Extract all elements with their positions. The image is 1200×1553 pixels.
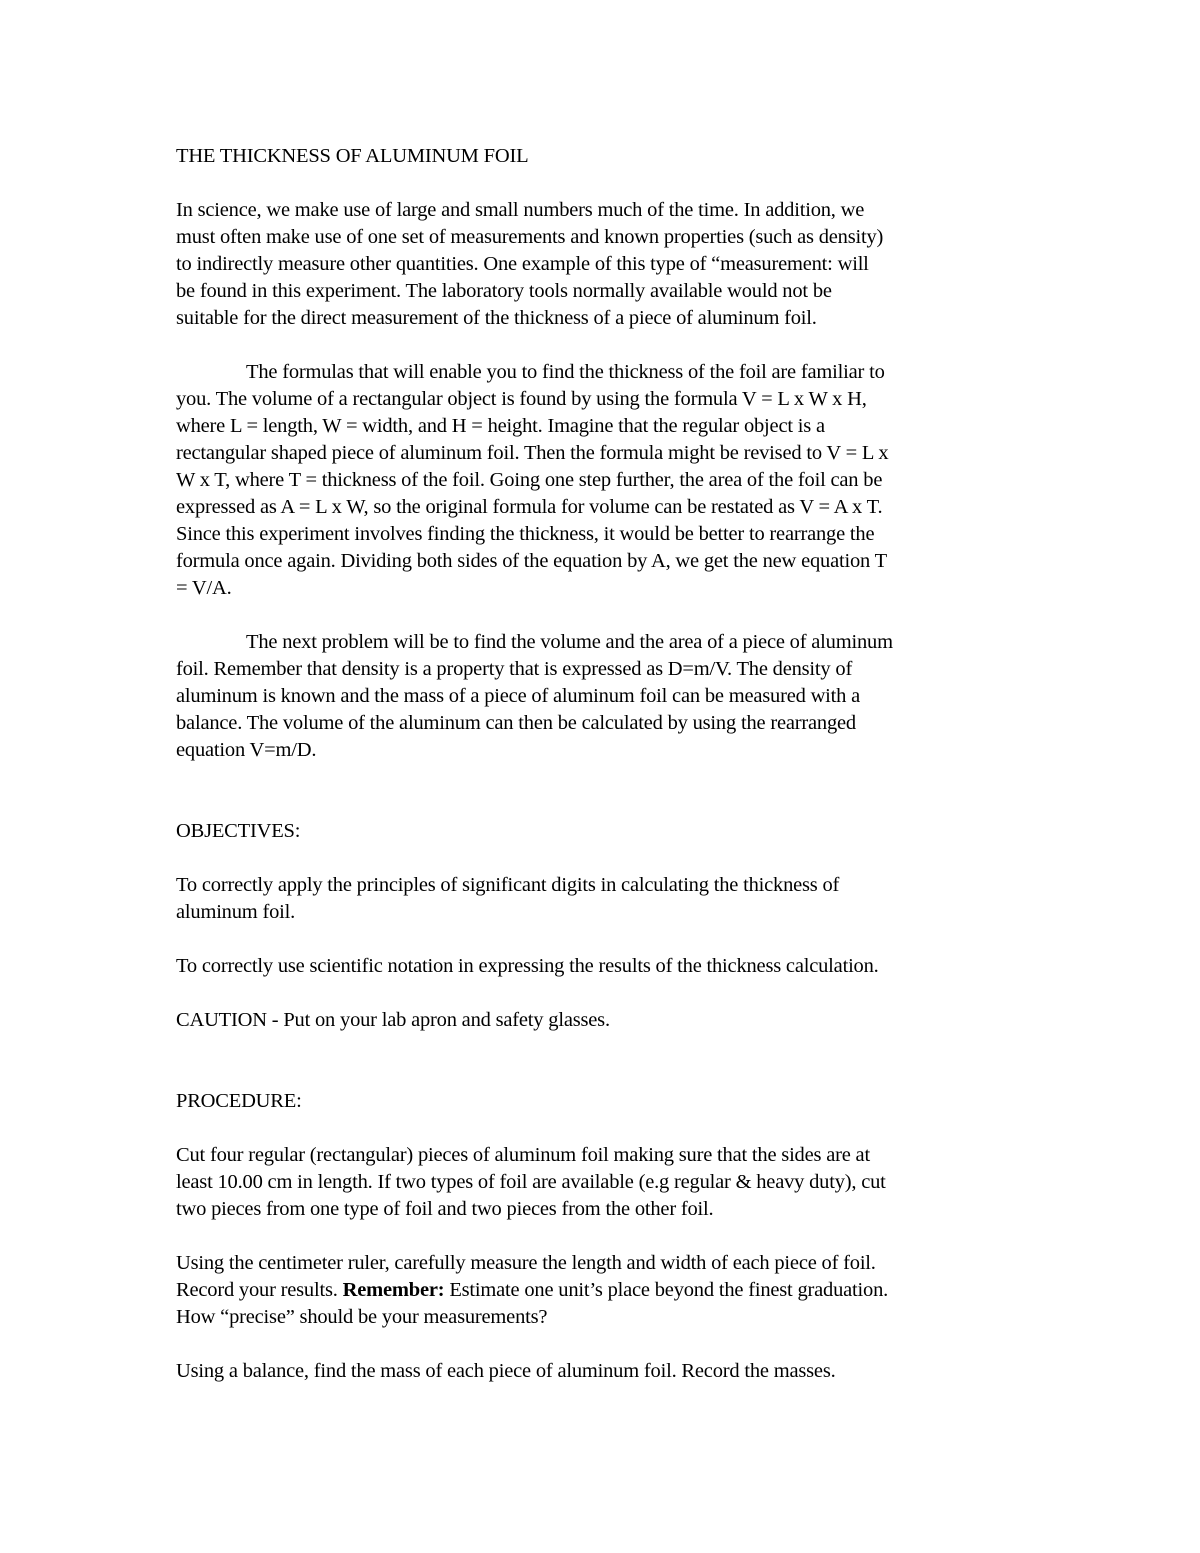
procedure-text: Record your results. [176,1279,343,1301]
spacer [176,1223,1028,1250]
formulas-line: Since this experiment involves finding the thickness, it would be better to rearrange the [176,523,875,545]
next-problem-line: equation V=m/D. [176,739,317,761]
spacer [176,1331,1028,1358]
procedure-text: Estimate one unit’s place beyond the finest graduation. [444,1279,889,1301]
spacer [176,1034,1028,1061]
next-problem-line: aluminum is known and the mass of a piece of aluminum foil can be measured with a [176,685,861,707]
intro-line: must often make use of one set of measurements and known properties (such as density) [176,226,884,248]
objective-line: To correctly apply the principles of significant digits in calculating the thickness of [176,874,840,896]
objective-2: To correctly use scientific notation in expressing the results of the thickness calculation. [176,955,879,977]
objective-line: aluminum foil. [176,901,296,923]
formulas-line: = V/A. [176,577,232,599]
formulas-line: W x T, where T = thickness of the foil. Going one step further, the area of the foil can be [176,469,883,491]
spacer [176,980,1028,1007]
intro-line: be found in this experiment. The laboratory tools normally available would not be [176,280,832,302]
intro-line: to indirectly measure other quantities. One example of this type of “measurement: will [176,253,869,275]
procedure-step-3: Using a balance, find the mass of each piece of aluminum foil. Record the masses. [176,1360,836,1382]
intro-line: In science, we make use of large and small numbers much of the time. In addition, we [176,199,865,221]
objective-1 [176,872,1028,926]
next-problem-line: balance. The volume of the aluminum can then be calculated by using the rearranged [176,712,856,734]
formulas-line: you. The volume of a rectangular object is found by using the formula V = L x W x H, [176,388,867,410]
objectives-heading: OBJECTIVES: [176,820,301,842]
spacer [176,764,1028,791]
intro-paragraph [176,197,1028,332]
next-problem-paragraph [176,629,1028,764]
spacer [176,1115,1028,1142]
spacer [176,845,1028,872]
formulas-line: rectangular shaped piece of aluminum foil. Then the formula might be revised to V = L x [176,442,889,464]
formulas-line: The formulas that will enable you to find the thickness of the foil are familiar to [246,361,885,383]
spacer [176,332,1028,359]
procedure-step-1 [176,1142,1028,1223]
procedure-line: Cut four regular (rectangular) pieces of aluminum foil making sure that the sides are at [176,1144,870,1166]
procedure-heading: PROCEDURE: [176,1090,302,1112]
formulas-line: expressed as A = L x W, so the original formula for volume can be restated as V = A x T. [176,496,883,518]
caution-text: CAUTION - Put on your lab apron and safety glasses. [176,1009,610,1031]
formulas-paragraph [176,359,1028,602]
next-problem-line: foil. Remember that density is a property that is expressed as D=m/V. The density of [176,658,853,680]
document-body [176,143,1028,1385]
next-problem-line: The next problem will be to find the volume and the area of a piece of aluminum [246,631,893,653]
spacer [176,791,1028,818]
procedure-line: Using the centimeter ruler, carefully measure the length and width of each piece of foil. [176,1252,876,1274]
spacer [176,602,1028,629]
procedure-line: How “precise” should be your measurements? [176,1306,548,1328]
spacer [176,170,1028,197]
document-title: THE THICKNESS OF ALUMINUM FOIL [176,145,529,167]
spacer [176,926,1028,953]
procedure-line: two pieces from one type of foil and two pieces from the other foil. [176,1198,714,1220]
procedure-line: least 10.00 cm in length. If two types of foil are available (e.g regular & heavy duty), cut [176,1171,886,1193]
procedure-line [176,1277,1028,1304]
formulas-line: formula once again. Dividing both sides of the equation by A, we get the new equation T [176,550,887,572]
intro-line: suitable for the direct measurement of the thickness of a piece of aluminum foil. [176,307,817,329]
spacer [176,1061,1028,1088]
remember-label: Remember: [342,1279,445,1301]
formulas-line: where L = length, W = width, and H = height. Imagine that the regular object is a [176,415,825,437]
procedure-step-2 [176,1250,1028,1331]
